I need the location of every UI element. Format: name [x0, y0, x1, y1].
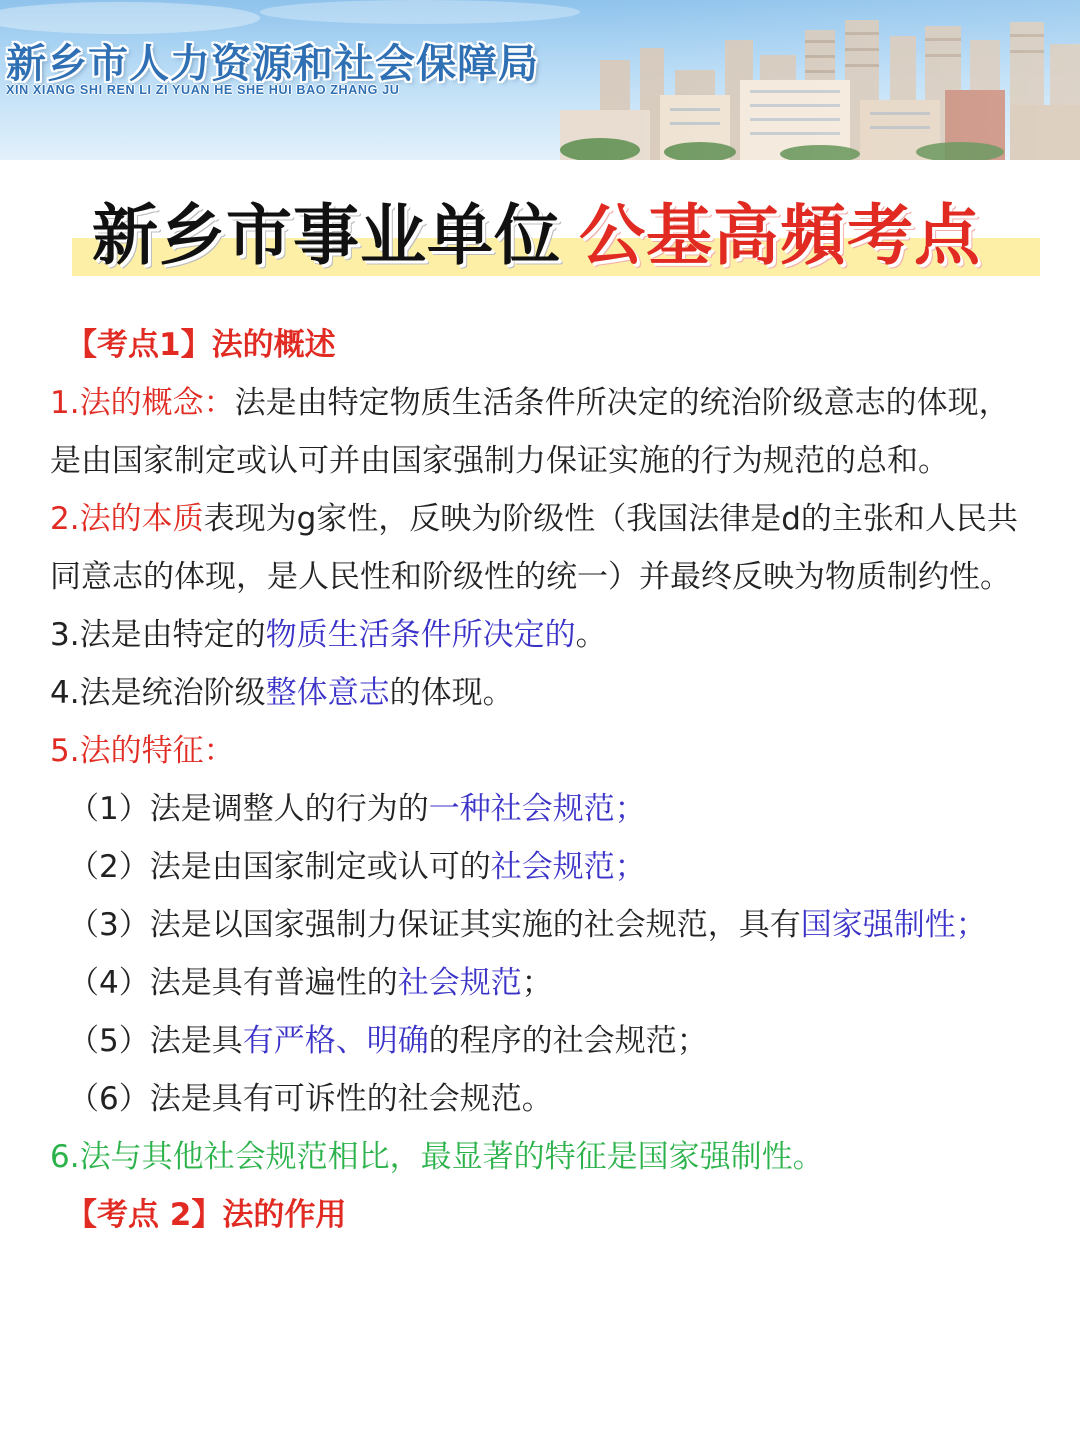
feature-item	[50, 954, 1030, 1012]
section-2-title: 【考点 2】法的作用	[66, 1197, 347, 1233]
article-body	[50, 316, 1030, 1244]
banner-subtitle: XIN XIANG SHI REN LI ZI YUAN HE SHE HUI BAO ZHANG JU	[6, 83, 400, 97]
headline-black-text: 新乡市事业单位	[92, 196, 561, 274]
paragraph-3	[50, 606, 1030, 664]
feature-prefix: （4）法是具有普遍性的	[68, 965, 398, 1001]
p4-highlight: 整体意志	[265, 675, 390, 711]
headline	[72, 190, 1040, 282]
feature-prefix: （2）法是由国家制定或认可的	[68, 849, 491, 885]
page-title	[92, 190, 981, 280]
feature-highlight: 有严格、明确	[242, 1023, 429, 1059]
feature-suffix: 的程序的社会规范；	[428, 1023, 708, 1059]
features-label: 5.法的特征：	[50, 733, 235, 769]
p3-suffix: 。	[575, 617, 607, 653]
feature-prefix: （3）法是以国家强制力保证其实施的社会规范，具有	[68, 907, 801, 943]
feature-prefix: （6）法是具有可诉性的社会规范。	[68, 1081, 553, 1117]
p3-highlight: 物质生活条件所决定的	[265, 617, 576, 653]
section-1-title: 【考点1】法的概述	[66, 327, 336, 363]
feature-item	[50, 780, 1030, 838]
feature-item	[32, 896, 1030, 954]
feature-item	[50, 838, 1030, 896]
feature-prefix: （1）法是调整人的行为的	[68, 791, 429, 827]
essence-label: 2.法的本质	[50, 501, 204, 537]
feature-prefix: （5）法是具	[68, 1023, 243, 1059]
paragraph-concept	[50, 374, 1030, 490]
paragraph-6: 6.法与其他社会规范相比，最显著的特征是国家强制性。	[50, 1139, 824, 1175]
p4-prefix: 4.法是统治阶级	[50, 675, 266, 711]
p3-prefix: 3.法是由特定的	[50, 617, 266, 653]
feature-highlight: 社会规范；	[490, 849, 646, 885]
feature-highlight: 社会规范	[397, 965, 522, 1001]
concept-text: 法是由特定物质生活条件所决定的统治阶级意志的体现，是由国家制定或认可并由国家强制力保证实施的行为规范的总和。	[50, 385, 1010, 479]
feature-highlight: 一种社会规范；	[428, 791, 646, 827]
banner-title: 新乡市人力资源和社会保障局	[6, 41, 539, 87]
concept-label: 1.法的概念：	[50, 385, 235, 421]
feature-suffix: ；	[521, 965, 553, 1001]
feature-highlight: 国家强制性；	[800, 907, 987, 943]
essence-text: 表现为g家性，反映为阶级性（我国法律是d的主张和人民共同意志的体现，是人民性和阶级性的统一）并最终反映为物质制约性。	[50, 501, 1018, 595]
headline-red-text: 公基高頻考点	[579, 196, 981, 274]
paragraph-essence	[50, 490, 1030, 606]
feature-item	[50, 1070, 1030, 1128]
feature-item	[50, 1012, 1030, 1070]
p4-suffix: 的体现。	[389, 675, 514, 711]
header-banner	[0, 0, 1080, 160]
paragraph-4	[50, 664, 1030, 722]
